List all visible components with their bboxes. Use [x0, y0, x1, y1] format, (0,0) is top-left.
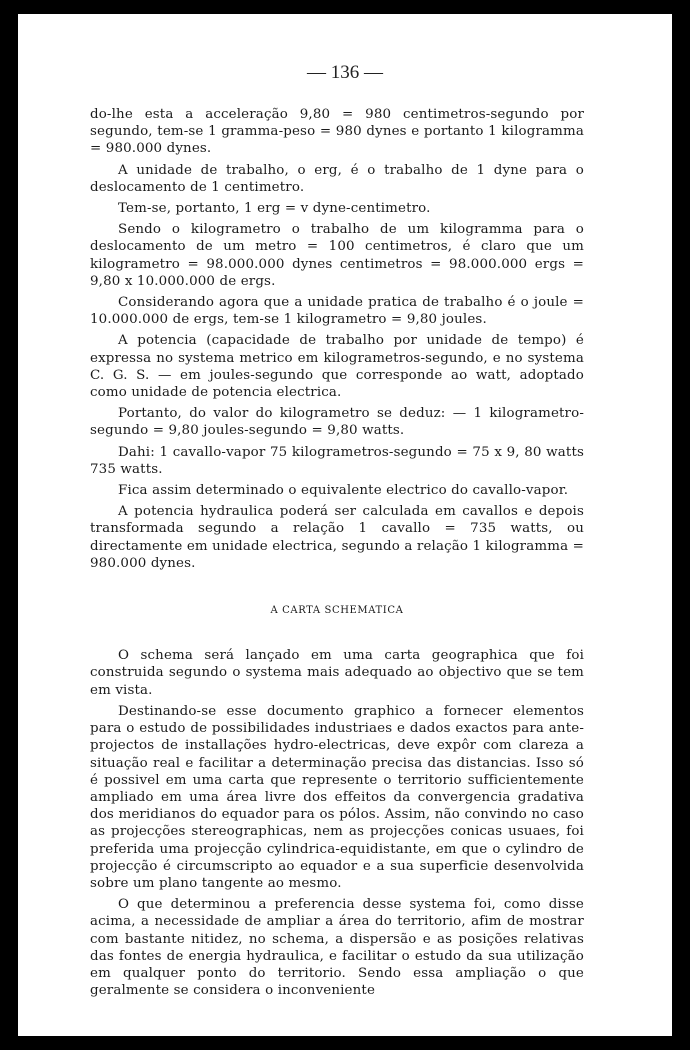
paragraph: Considerando agora que a unidade pratica de trabalho é o joule = 10.000.000 de ergs, tem-se 1 kilogrametro = 9,80 joules.: [90, 295, 584, 328]
paragraph: Tem-se, portanto, 1 erg = v dyne-centimetro.: [118, 201, 431, 217]
page-body: [90, 106, 584, 1003]
paragraph: Destinando-se esse documento graphico a fornecer elementos para o estudo de possibilidades industriaes e dados exactos para ante-projectos de installações hydro-electricas, deve expôr com clareza a situação real e facilitar a determinação precisa das distancias. Isso só é possivel em uma carta que represente o territorio sufficientemente ampliado em uma área livre dos effeitos da convergencia gradativa dos meridianos do equador para os pólos. Assim, não convindo no caso as projecções stereographicas, nem as projecções conicas usuaes, foi preferida uma projecção cylindrica-equidistante, em que o cylindro de projecção é circumscripto ao equador e a sua superficie desenvolvida sobre um plano tangente ao mesmo.: [90, 703, 584, 891]
page-number: — 136 —: [307, 62, 383, 83]
paragraph: do-lhe esta a acceleração 9,80 = 980 centimetros-segundo por segundo, tem-se 1 gramma-peso = 980 dynes e portanto 1 kilogramma = 980.000 dynes.: [90, 107, 584, 157]
paragraph: A potencia hydraulica poderá ser calculada em cavallos e depois transformada segundo a relação 1 cavallo = 735 watts, ou directamente em unidade electrica, segundo a relação 1 kilogramma = 980.000 dynes.: [90, 504, 584, 571]
paragraph: O que determinou a preferencia desse systema foi, como disse acima, a necessidade de ampliar a área do territorio, afim de mostrar com bastante nitidez, no schema, a dispersão e as posições relativas das fontes de energia hydraulica, e facilitar o estudo da sua utilização em qualquer ponto do territorio. Sendo essa ampliação o que geralmente se considera o inconveniente: [90, 897, 584, 999]
paragraph: A unidade de trabalho, o erg, é o trabalho de 1 dyne para o deslocamento de 1 centimetro.: [90, 162, 584, 195]
paragraph: A potencia (capacidade de trabalho por unidade de tempo) é expressa no systema metrico em kilogrametros-segundo, e no systema C. G. S. — em joules-segundo que corresponde ao watt, adoptado como unidade de potencia electrica.: [90, 333, 584, 401]
paragraph: Sendo o kilogrametro o trabalho de um kilogramma para o deslocamento de um metro = 100 centimetros, é claro que um kilogrametro = 98.000.000 dynes centimetros = 98.000.000 ergs = 9,80 x 10.000.000 de ergs.: [90, 222, 584, 289]
paragraph: Fica assim determinado o equivalente electrico do cavallo-vapor.: [118, 483, 569, 499]
book-page: [18, 14, 672, 1036]
section-title: A CARTA SCHEMATICA: [270, 605, 404, 617]
paragraph: Dahi: 1 cavallo-vapor 75 kilogrametros-segundo = 75 x 9, 80 watts 735 watts.: [90, 444, 584, 477]
paragraph: Portanto, do valor do kilogrametro se deduz: — 1 kilogrametro-segundo = 9,80 joules-segundo = 9,80 watts.: [90, 406, 584, 439]
paragraph: O schema será lançado em uma carta geographica que foi construida segundo o systema mais adequado ao objectivo que se tem em vista.: [90, 648, 584, 698]
